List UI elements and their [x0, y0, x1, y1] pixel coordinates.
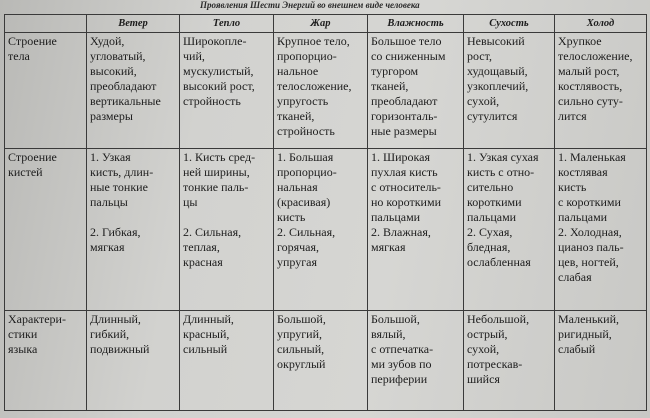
- running-head: Проявления Шести Энергий во внешнем виде человека: [200, 0, 420, 10]
- table-cell: Большой, вялый, с отпечатка- ми зубов по периферии: [368, 311, 464, 411]
- table-row: [5, 33, 647, 149]
- table-cell: Широкопле- чий, мускулистый, высокий рост, стройность: [180, 33, 274, 149]
- row-label: Строение кистей: [5, 149, 87, 311]
- header-heat: Жар: [274, 15, 368, 33]
- table-cell: 1. Широкая пухлая кисть с относитель- но короткими пальцами 2. Влажная, мягкая: [368, 149, 464, 311]
- table-cell: Крупное тело, пропорцио- нальное телосложение, упругость тканей, стройность: [274, 33, 368, 149]
- table-cell: 1. Большая пропорцио- нальная (красивая) кисть 2. Сильная, горячая, упругая: [274, 149, 368, 311]
- table-cell: Маленький, ригидный, слабый: [555, 311, 647, 411]
- table-cell: 1. Узкая сухая кисть с отно- сительно короткими пальцами 2. Сухая, бледная, ослабленная: [464, 149, 555, 311]
- row-label: Характери- стики языка: [5, 311, 87, 411]
- table-cell: Длинный, красный, сильный: [180, 311, 274, 411]
- row-label: Строение тела: [5, 33, 87, 149]
- table-cell: Невысокий рост, худощавый, узкоплечий, сухой, сутулится: [464, 33, 555, 149]
- table-cell: 1. Маленькая костлявая кисть с короткими пальцами 2. Холодная, цианоз паль- цев, ногтей, слабая: [555, 149, 647, 311]
- header-cold: Холод: [555, 15, 647, 33]
- table-row: [5, 149, 647, 311]
- energy-table: [4, 14, 647, 411]
- header-wind: Ветер: [87, 15, 180, 33]
- table-cell: 1. Узкая кисть, длин- ные тонкие пальцы 2. Гибкая, мягкая: [87, 149, 180, 311]
- table-cell: Большой, упругий, сильный, округлый: [274, 311, 368, 411]
- header-warmth: Тепло: [180, 15, 274, 33]
- header-row: [5, 15, 647, 33]
- table-cell: Хрупкое телосложение, малый рост, костлявость, сильно суту- лится: [555, 33, 647, 149]
- header-humidity: Влажность: [368, 15, 464, 33]
- header-corner: [5, 15, 87, 33]
- table-cell: Небольшой, острый, сухой, потрескав- шийся: [464, 311, 555, 411]
- table-row: [5, 311, 647, 411]
- table-cell: Большое тело со сниженным тургором тканей, преобладают горизонталь- ные размеры: [368, 33, 464, 149]
- header-dryness: Сухость: [464, 15, 555, 33]
- table-cell: 1. Кисть сред- ней ширины, тонкие паль- цы 2. Сильная, теплая, красная: [180, 149, 274, 311]
- table-cell: Длинный, гибкий, подвижный: [87, 311, 180, 411]
- table-cell: Худой, угловатый, высокий, преобладают вертикальные размеры: [87, 33, 180, 149]
